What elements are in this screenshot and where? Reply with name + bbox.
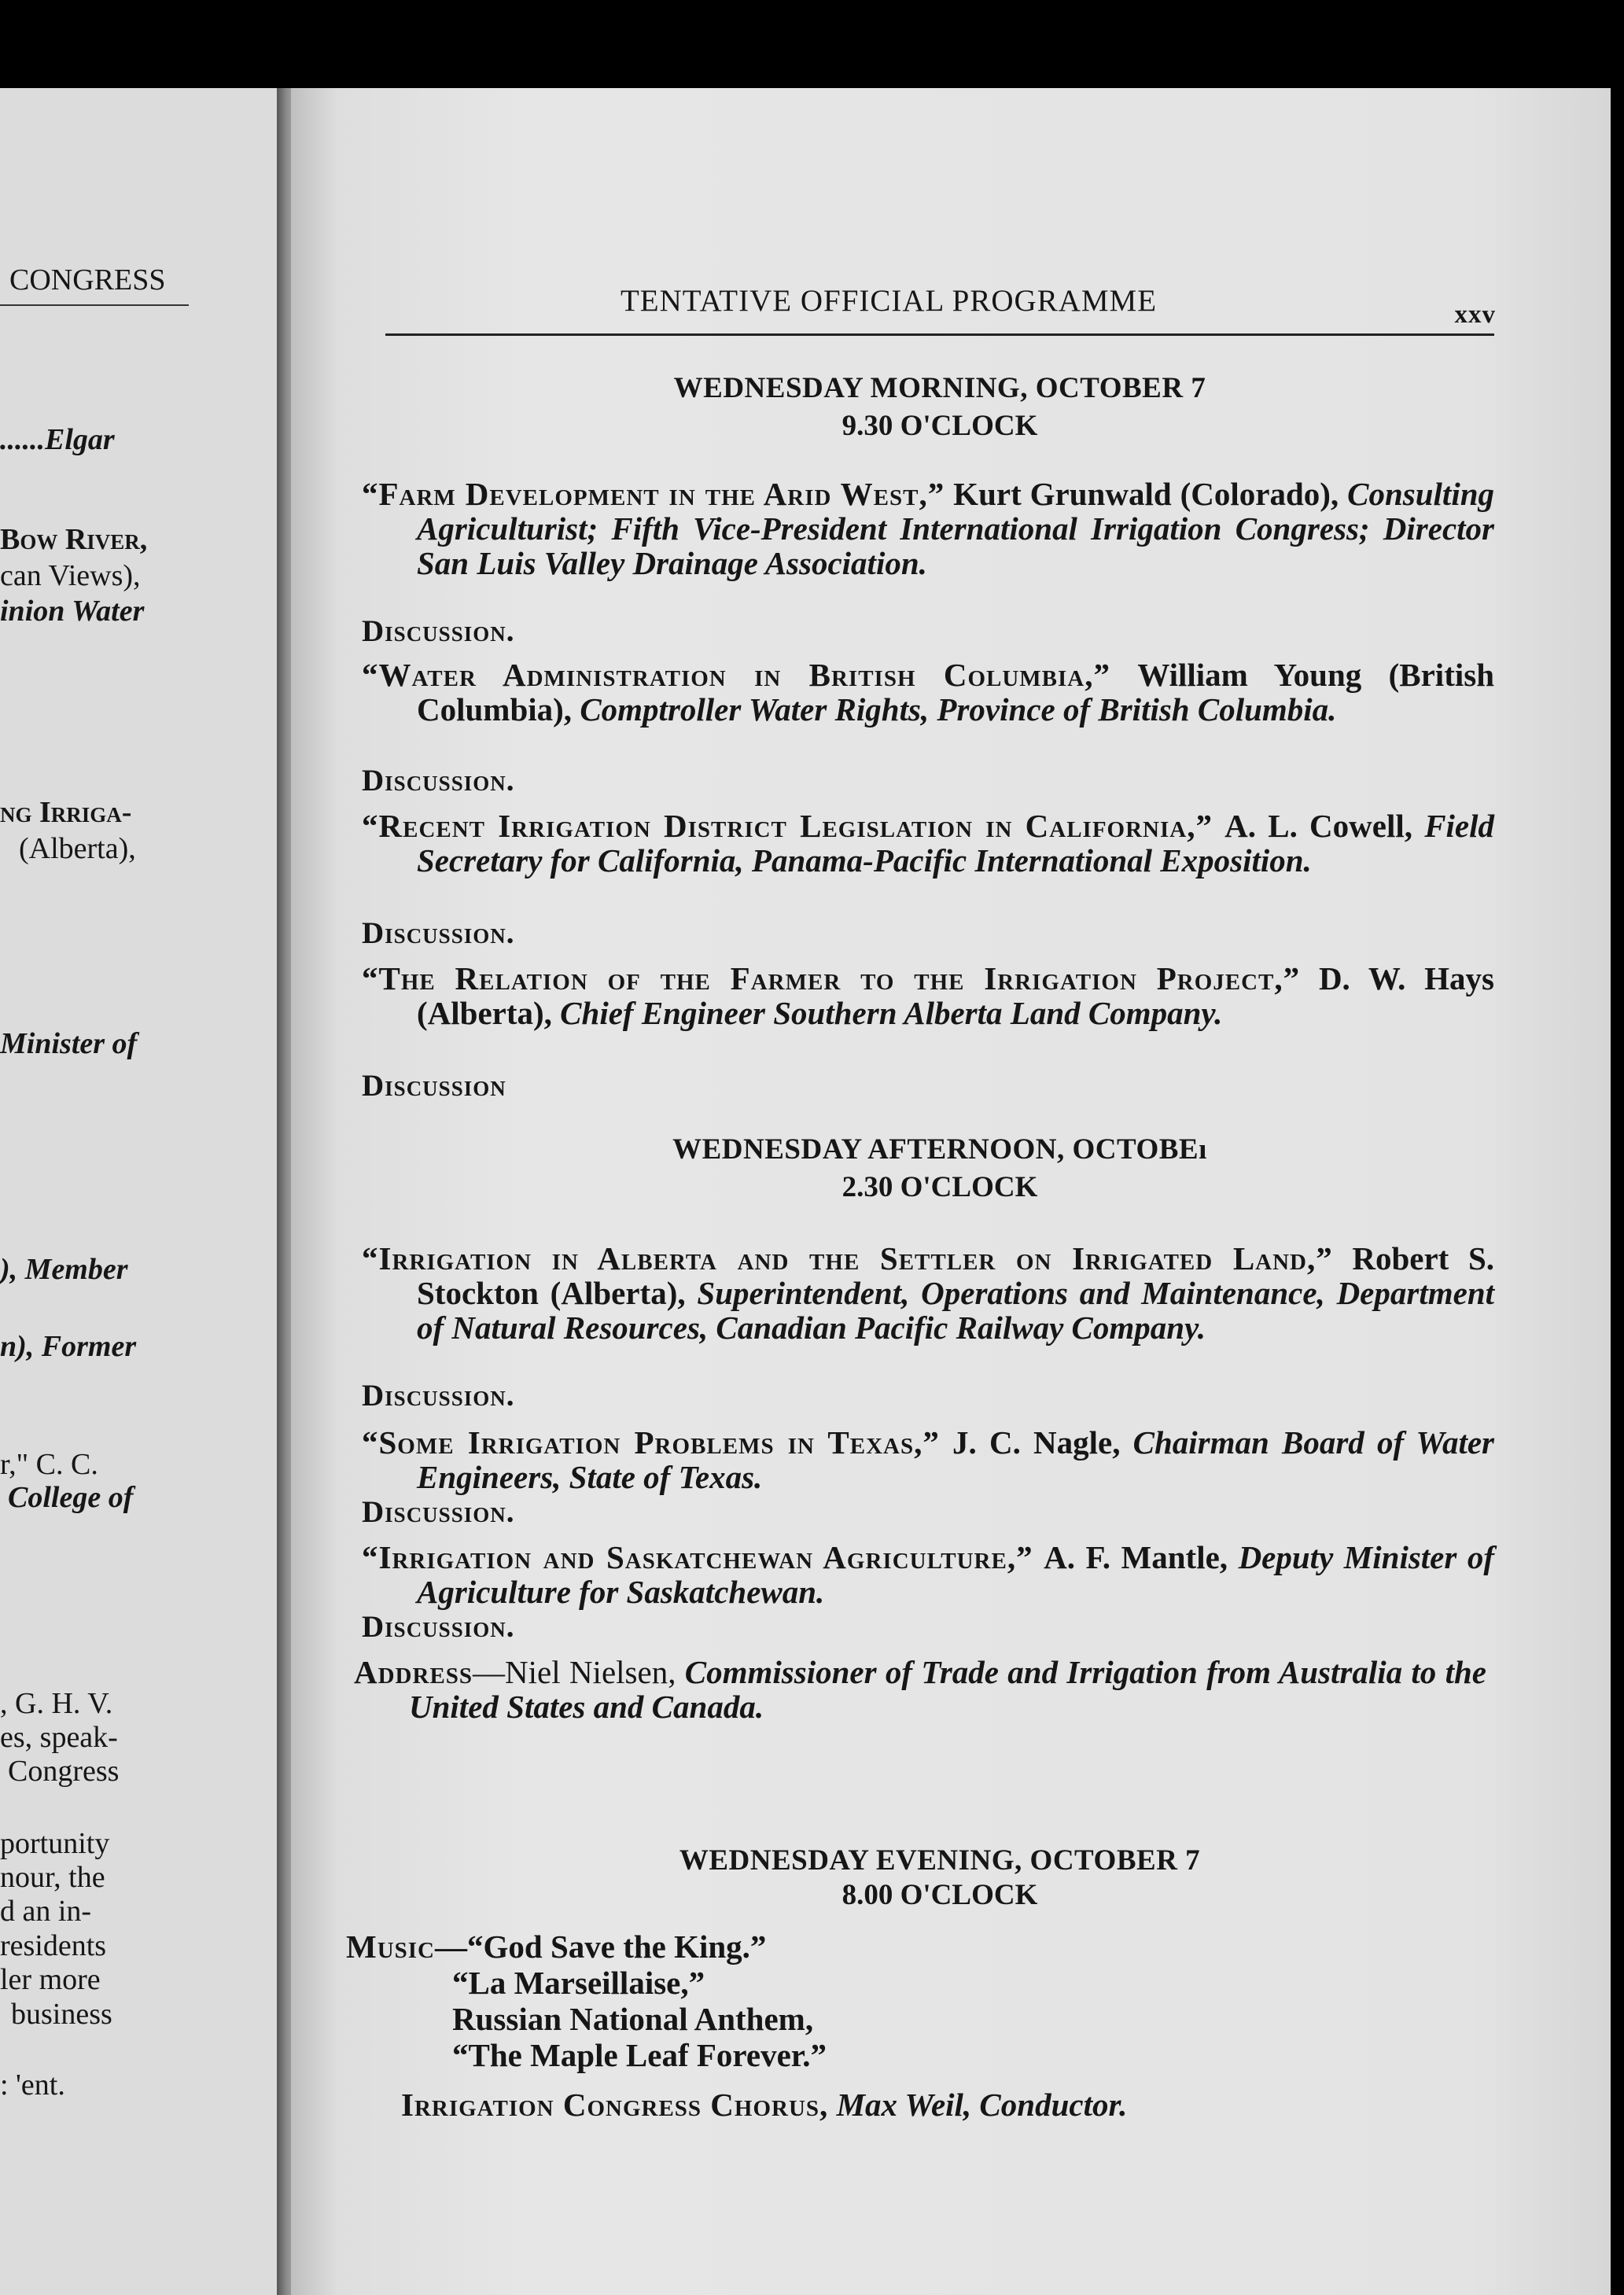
left-line: Congress [8,1755,120,1788]
left-line: portunity [0,1827,110,1860]
item-title: “Water Administration in British Columbia,” [362,657,1110,693]
morning-time: 9.30 O'CLOCK [841,410,1038,442]
item-title: “Farm Development in the Arid West,” [362,476,945,512]
music-block [346,1928,1494,2073]
song: —“God Save the King.” [435,1928,767,1965]
left-line: residents [0,1929,107,1962]
left-line: Bow River, [0,523,148,556]
programme-item [362,1540,1494,1609]
item-speaker: A. L. Cowell, [1224,808,1412,844]
item-title: “Some Irrigation Problems in Texas,” [362,1424,940,1461]
programme-page [291,88,1611,2295]
morning-heading: WEDNESDAY MORNING, OCTOBER 7 [673,372,1206,404]
programme-item [362,961,1494,1030]
discussion: Discussion. [362,1379,515,1413]
item-role: Chairman Board of Water Engineers, State of Texas. [417,1424,1494,1495]
discussion: Discussion. [362,1495,515,1529]
item-role: Superintendent, Operations and Maintenance, Department of Natural Resources, Canadian Pacific Railway Company. [417,1275,1495,1346]
programme-item [362,1241,1494,1345]
left-line: ng Irriga- [0,796,132,829]
left-line: nour, the [0,1861,105,1894]
song: “The Maple Leaf Forever.” [452,2037,827,2073]
item-speaker: A. F. Mantle, [1044,1539,1228,1575]
address-speaker: —Niel Nielsen, [473,1654,676,1690]
discussion: Discussion. [362,614,515,648]
left-line: CONGRESS [9,263,166,297]
afternoon-time: 2.30 O'CLOCK [841,1171,1038,1203]
item-role: Field Secretary for California, Panama-Pacific International Exposition. [417,808,1495,879]
item-speaker: J. C. Nagle, [952,1424,1121,1461]
address-role: Commissioner of Trade and Irrigation from Australia to the United States and Canada. [409,1654,1486,1725]
item-role: Consulting Agriculturist; Fifth Vice-President International Irrigation Congress; Director San Luis Valley Drainage Association. [417,476,1495,581]
discussion: Discussion [362,1069,506,1103]
left-line: d an in- [0,1895,92,1928]
left-line: can Views), [0,559,141,592]
programme-item [362,809,1494,878]
chorus-label: Irrigation Congress Chorus, [401,2087,829,2123]
left-line: ), Member [0,1253,128,1286]
item-role: Chief Engineer Southern Alberta Land Company. [560,995,1223,1031]
evening-heading: WEDNESDAY EVENING, OCTOBER 7 [679,1844,1201,1877]
left-line: College of [8,1481,134,1514]
left-line: ler more [0,1963,101,1996]
left-line: , G. H. V. [0,1687,113,1720]
left-line: : 'ent. [0,2068,65,2102]
left-line: (Alberta), [19,832,136,865]
item-role: Deputy Minister of Agriculture for Saskatchewan. [417,1539,1495,1610]
item-speaker: Kurt Grunwald (Colorado), [953,476,1339,512]
programme-item [362,1425,1494,1494]
discussion: Discussion. [362,1610,515,1644]
music-label: Music [346,1928,435,1965]
item-title: “Recent Irrigation District Legislation in California,” [362,808,1213,844]
song: “La Marseillaise,” [452,1965,705,2001]
chorus-line [401,2086,1502,2124]
running-header: TENTATIVE OFFICIAL PROGRAMME [620,284,1158,318]
header-rule [385,333,1494,336]
evening-time: 8.00 O'CLOCK [841,1879,1038,1911]
song: Russian National Anthem, [452,2001,814,2037]
discussion: Discussion. [362,764,515,798]
item-speaker: Robert S. Stockton (Alberta), [417,1240,1495,1311]
left-line: Minister of [0,1027,138,1060]
afternoon-heading: WEDNESDAY AFTERNOON, OCTOBEı [672,1133,1207,1166]
item-title: “Irrigation and Saskatchewan Agriculture,” [362,1539,1033,1575]
discussion: Discussion. [362,916,515,950]
left-rule [0,304,189,306]
left-line: es, speak- [0,1721,118,1754]
left-facing-page [0,88,277,2295]
item-title: “The Relation of the Farmer to the Irrigation Project,” [362,960,1301,996]
song-list [435,1928,827,2073]
left-line: inion Water [0,595,145,628]
address-label: Address [354,1654,473,1690]
left-line: business [11,1998,112,2031]
programme-item [362,658,1494,727]
item-title: “Irrigation in Alberta and the Settler on Irrigated Land,” [362,1240,1333,1276]
item-speaker: D. W. Hays (Alberta), [417,960,1495,1031]
item-role: Comptroller Water Rights, Province of British Columbia. [580,691,1337,728]
item-speaker: William Young (British Columbia), [417,657,1494,728]
programme-item [362,477,1494,580]
page-number: xxv [1454,300,1496,329]
left-line: ......Elgar [0,423,115,456]
left-line: r," C. C. [0,1448,98,1481]
conductor: Max Weil, Conductor. [836,2087,1128,2123]
left-line: n), Former [0,1330,137,1363]
address-item [354,1655,1486,1724]
